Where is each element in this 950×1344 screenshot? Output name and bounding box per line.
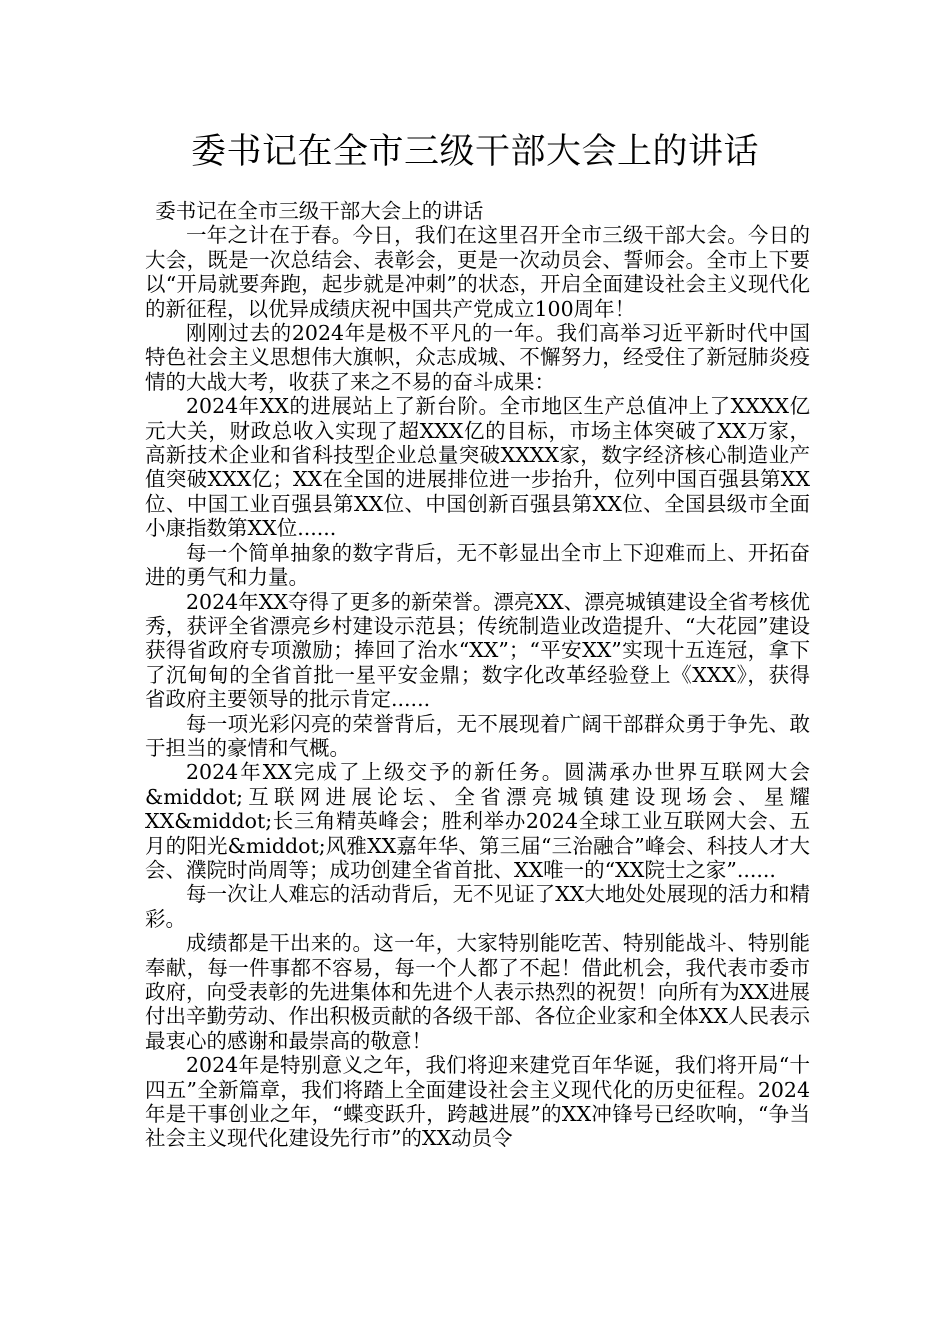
document-subtitle: 委书记在全市三级干部大会上的讲话 [155, 199, 484, 223]
paragraph: 一年之计在于春。今日，我们在这里召开全市三级干部大会。今日的大会，既是一次总结会、表彰会，更是一次动员会、誓师会。全市上下要以“开局就要奔跑，起步就是冲刺”的状态，开启全面建设社会主义现代化的新征程，以优异成绩庆祝中国共产党成立100周年！ [145, 223, 810, 321]
paragraph: 2024年XX夺得了更多的新荣誉。漂亮XX、漂亮城镇建设全省考核优秀，获评全省漂亮乡村建设示范县；传统制造业改造提升、“大花园”建设获得省政府专项激励；捧回了治水“XX”；“平安XX”实现十五连冠，拿下了沉甸甸的全省首批一星平安金鼎；数字化改革经验登上《XXX》，获得省政府主要领导的批示肯定...... [145, 589, 810, 712]
document-title: 委书记在全市三级干部大会上的讲话 [190, 132, 759, 172]
paragraph: 2024年XX的进展站上了新台阶。全市地区生产总值冲上了XXXX亿元大关，财政总收入实现了超XXX亿的目标，市场主体突破了XX万家，高新技术企业和省科技型企业总量突破XXXX家，数字经济核心制造业产值突破XXX亿；XX在全国的进展排位进一步抬升，位列中国百强县第XX位、中国工业百强县第XX位、中国创新百强县第XX位、全国县级市全面小康指数第XX位...... [145, 394, 810, 541]
paragraph: 每一个简单抽象的数字背后，无不彰显出全市上下迎难而上、开拓奋进的勇气和力量。 [145, 540, 810, 590]
document-body [145, 199, 810, 1151]
paragraph: 2024年XX完成了上级交予的新任务。圆满承办世界互联网大会&middot;互联网进展论坛、全省漂亮城镇建设现场会、星耀XX&middot;长三角精英峰会；胜利举办2024全球工业互联网大会、五月的阳光&middot;风雅XX嘉年华、第三届“三治融合”峰会、科技人才大会、濮院时尚周等；成功创建全省首批、XX唯一的“XX院士之家”...... [145, 760, 810, 882]
paragraph: 每一项光彩闪亮的荣誉背后，无不展现着广阔干部群众勇于争先、敢于担当的豪情和气概。 [145, 711, 810, 760]
paragraph: 成绩都是干出来的。这一年，大家特别能吃苦、特别能战斗、特别能奉献，每一件事都不容易，每一个人都了不起！借此机会，我代表市委市政府，向受表彰的先进集体和先进个人表示热烈的祝贺！向所有为XX进展付出辛勤劳动、作出积极贡献的各级干部、各位企业家和全体XX人民表示最衷心的感谢和最崇高的敬意！ [145, 931, 810, 1053]
paragraph: 刚刚过去的2024年是极不平凡的一年。我们高举习近平新时代中国特色社会主义思想伟大旗帜，众志成城、不懈努力，经受住了新冠肺炎疫情的大战大考，收获了来之不易的奋斗成果： [145, 321, 810, 394]
paragraph: 每一次让人难忘的活动背后，无不见证了XX大地处处展现的活力和精彩。 [145, 882, 810, 931]
paragraph: 2024年是特别意义之年，我们将迎来建党百年华诞，我们将开局“十四五”全新篇章，我们将踏上全面建设社会主义现代化的历史征程。2024年是干事创业之年，“蝶变跃升，跨越进展”的XX冲锋号已经吹响，“争当社会主义现代化建设先行市”的XX动员令 [145, 1053, 810, 1151]
